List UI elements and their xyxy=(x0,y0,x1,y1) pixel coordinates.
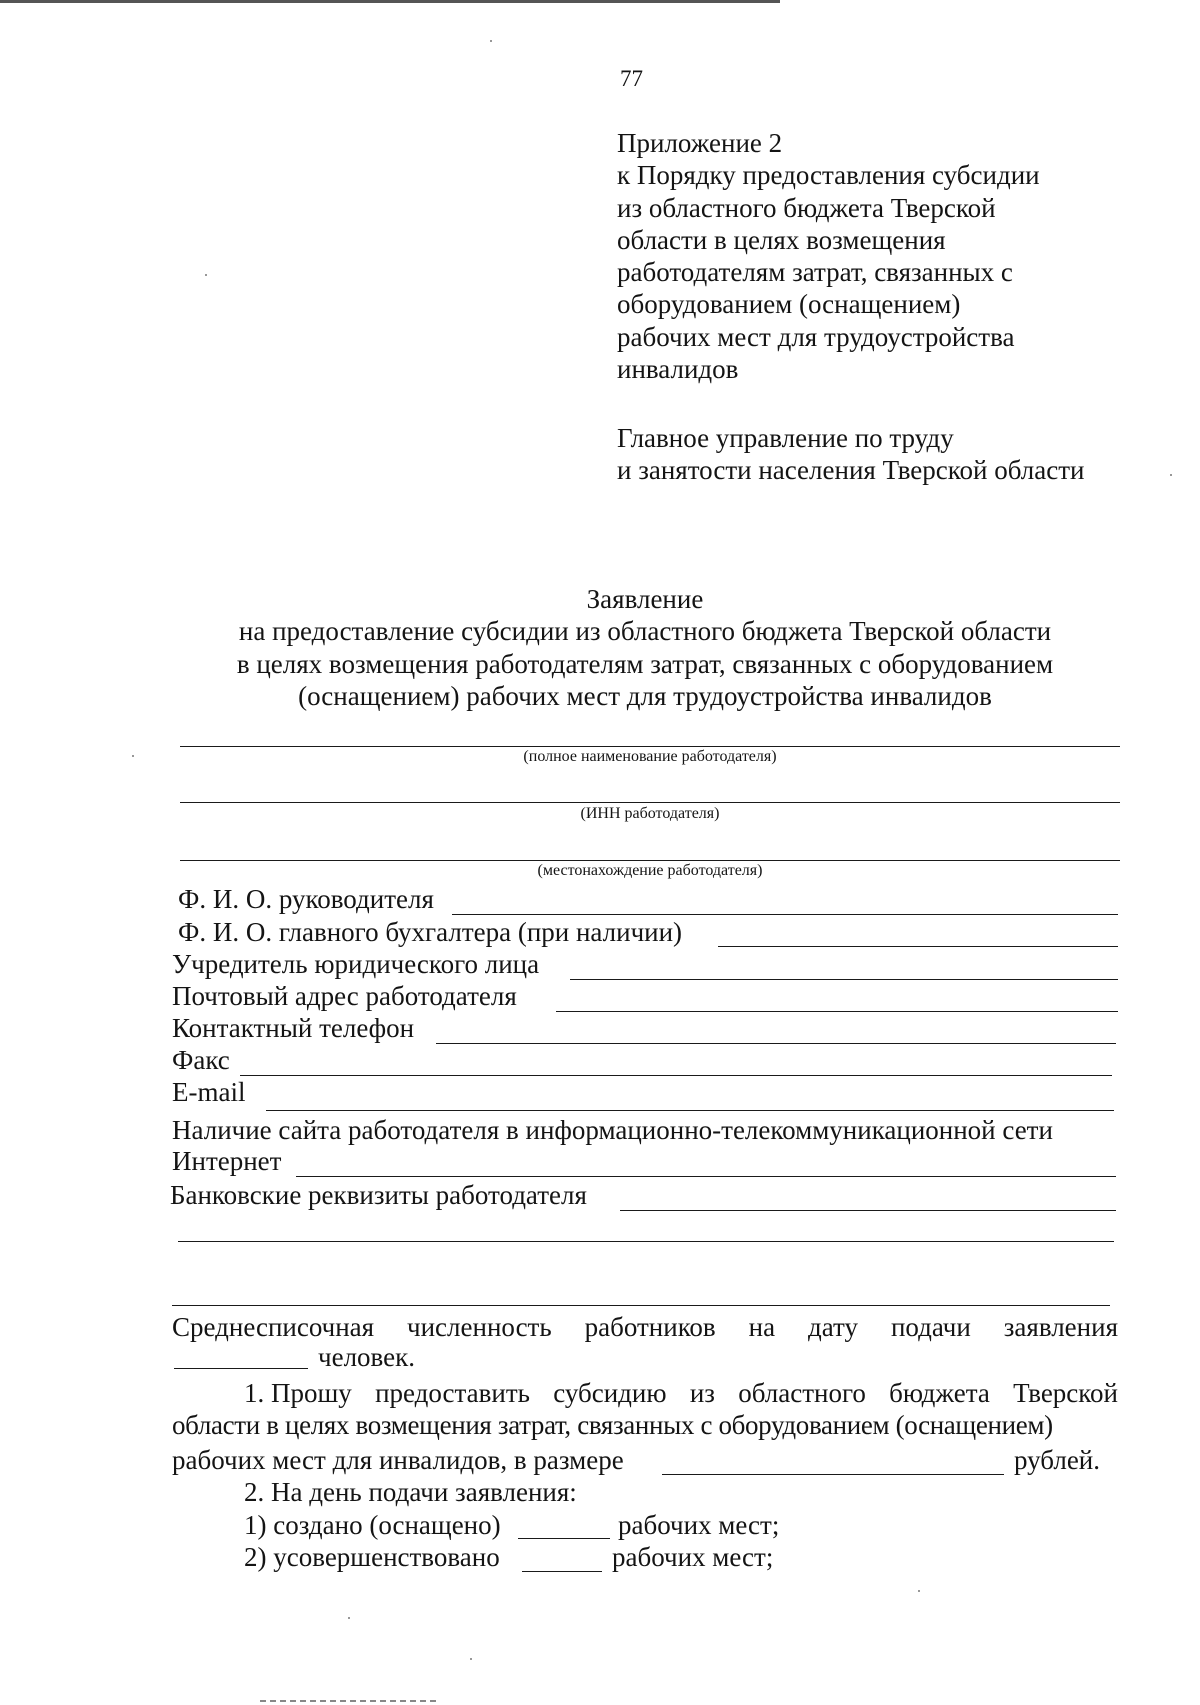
headcount-word: численность xyxy=(407,1312,552,1342)
annex-line: Приложение 2 xyxy=(617,128,783,158)
scan-speck xyxy=(205,274,207,276)
full-name-input-line[interactable] xyxy=(180,746,1120,747)
request-word: бюджета xyxy=(889,1378,990,1408)
annex-line: оборудованием (оснащением) xyxy=(617,289,961,320)
request-word: 1. Прошу xyxy=(244,1378,352,1408)
addressee-line: и занятости населения Тверской области xyxy=(617,455,1085,486)
postal-address-input-line[interactable] xyxy=(556,1011,1118,1012)
inn-caption: (ИНН работодателя) xyxy=(580,805,720,822)
bank-details-input-line-3[interactable] xyxy=(172,1305,1110,1306)
scan-speck xyxy=(1170,474,1172,476)
annex-line: рабочих мест для трудоустройства xyxy=(617,321,1015,352)
chief-accountant-input-line[interactable] xyxy=(718,946,1118,947)
application-title xyxy=(120,583,1170,712)
annex-line: инвалидов xyxy=(617,354,739,385)
email-label: E-mail xyxy=(172,1077,246,1107)
title-line: (оснащением) рабочих мест для трудоустройства инвалидов xyxy=(298,680,992,711)
headcount-word: дату xyxy=(808,1312,858,1342)
location-caption: (местонахождение работодателя) xyxy=(537,862,763,879)
request-line-1 xyxy=(244,1378,1118,1408)
email-input-line[interactable] xyxy=(266,1110,1114,1111)
title-line: в целях возмещения работодателям затрат, связанных с оборудованием xyxy=(236,648,1054,679)
request-word: Тверской xyxy=(1013,1378,1118,1408)
headcount-word: заявления xyxy=(1003,1312,1118,1342)
request-word: областного xyxy=(738,1378,866,1408)
addressee xyxy=(617,422,1157,487)
request-line-3-prefix: рабочих мест для инвалидов, в размере xyxy=(172,1445,624,1475)
postal-address-label: Почтовый адрес работодателя xyxy=(172,981,517,1011)
annex-line: к Порядку предоставления субсидии xyxy=(617,160,1040,191)
scan-speck xyxy=(918,1590,920,1592)
scan-speck xyxy=(470,1658,472,1660)
scan-bottom-mark xyxy=(260,1700,440,1702)
scan-speck xyxy=(348,1617,350,1619)
location-input-line[interactable] xyxy=(180,860,1120,861)
scan-speck xyxy=(490,40,492,42)
headcount-unit: человек. xyxy=(318,1342,415,1372)
annex-header xyxy=(617,127,1137,385)
website-input-line[interactable] xyxy=(296,1176,1116,1177)
request-word: из xyxy=(689,1378,715,1408)
annex-line: работодателям затрат, связанных с xyxy=(617,257,1013,288)
title-heading: Заявление xyxy=(586,584,704,614)
subsidy-amount-input-line[interactable] xyxy=(662,1474,1004,1475)
headcount-input-line[interactable] xyxy=(174,1368,308,1369)
request-line-2: области в целях возмещения затрат, связанных с оборудованием (оснащением) xyxy=(172,1410,1053,1440)
page-number: 77 xyxy=(620,66,643,91)
full-name-caption: (полное наименование работодателя) xyxy=(523,748,777,765)
request-paragraph-2: 2. На день подачи заявления: xyxy=(244,1477,577,1507)
created-workplaces-suffix: рабочих мест; xyxy=(618,1510,780,1540)
headcount-word: подачи xyxy=(890,1312,971,1342)
phone-input-line[interactable] xyxy=(436,1043,1116,1044)
website-label-line2: Интернет xyxy=(172,1146,282,1176)
headcount-word: Среднесписочная xyxy=(172,1312,375,1342)
request-word: субсидию xyxy=(553,1378,667,1408)
scan-top-border xyxy=(0,0,780,3)
chief-accountant-label: Ф. И. О. главного бухгалтера (при наличии) xyxy=(178,917,683,947)
addressee-line: Главное управление по труду xyxy=(617,423,954,453)
request-line-3-suffix: рублей. xyxy=(1014,1445,1101,1475)
headcount-sentence xyxy=(172,1312,1118,1342)
annex-line: из областного бюджета Тверской xyxy=(617,192,996,223)
headcount-word: работников xyxy=(584,1312,716,1342)
improved-workplaces-label: 2) усовершенствовано xyxy=(244,1542,500,1572)
title-line: на предоставление субсидии из областного бюджета Тверской области xyxy=(238,616,1052,647)
annex-line: области в целях возмещения xyxy=(617,224,946,255)
founder-input-line[interactable] xyxy=(570,979,1118,980)
head-name-label: Ф. И. О. руководителя xyxy=(178,884,434,914)
bank-details-input-line[interactable] xyxy=(620,1210,1116,1211)
request-word: предоставить xyxy=(375,1378,530,1408)
inn-input-line[interactable] xyxy=(180,802,1120,803)
founder-label: Учредитель юридического лица xyxy=(172,949,540,979)
phone-label: Контактный телефон xyxy=(172,1013,415,1043)
improved-workplaces-input-line[interactable] xyxy=(522,1571,602,1572)
headcount-word: на xyxy=(748,1312,776,1342)
fax-label: Факс xyxy=(172,1045,230,1075)
created-workplaces-label: 1) создано (оснащено) xyxy=(244,1510,501,1540)
bank-details-label: Банковские реквизиты работодателя xyxy=(170,1180,587,1210)
created-workplaces-input-line[interactable] xyxy=(518,1538,610,1539)
improved-workplaces-suffix: рабочих мест; xyxy=(612,1542,774,1572)
head-name-input-line[interactable] xyxy=(452,914,1118,915)
website-label-line1: Наличие сайта работодателя в информационно-телекоммуникационной сети xyxy=(172,1115,1053,1145)
scan-speck xyxy=(132,755,134,757)
bank-details-input-line-2[interactable] xyxy=(178,1241,1114,1242)
fax-input-line[interactable] xyxy=(240,1075,1112,1076)
